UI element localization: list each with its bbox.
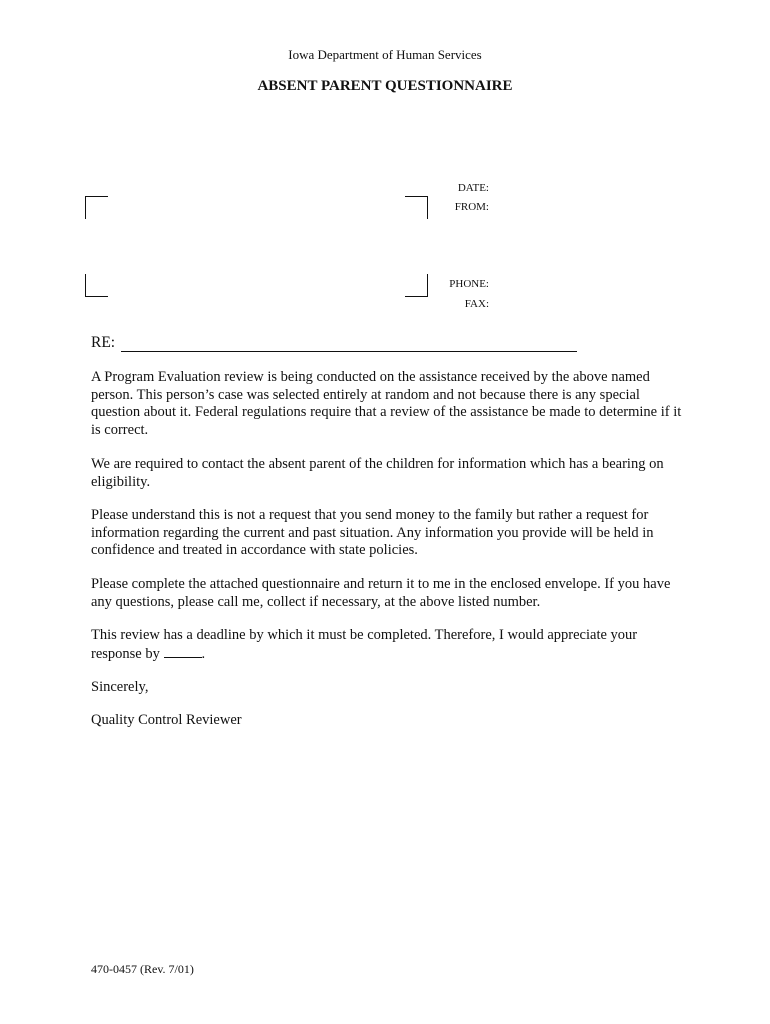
closing: Sincerely, (91, 679, 149, 695)
re-field-line (121, 351, 577, 352)
deadline-text: This review has a deadline by which it must be completed. Therefore, I would appreciate your response by (91, 627, 638, 662)
signature-title: Quality Control Reviewer (91, 712, 242, 728)
date-label: DATE: (457, 182, 489, 194)
paragraph-return-instructions: Please complete the attached questionnaire and return it to me in the enclosed envelope. If you have any questions, please call me, collect if necessary, at the above listed number. (91, 576, 671, 610)
paragraph-review-notice: A Program Evaluation review is being conducted on the assistance received by the above named person. This person’s case was selected entirely at random and not because there is any special question about it. Federal regulations require that a review of the assistance be made to determine if it is correct. (91, 369, 682, 438)
document-title: ABSENT PARENT QUESTIONNAIRE (257, 78, 513, 94)
paragraph-information-request: Please understand this is not a request that you send money to the family but rather a request for information regarding the current and past situation. Any information you provide will be held in confidence and treated in accordance with state policies. (91, 507, 654, 558)
address-corner-bottom-left (85, 274, 108, 297)
from-label: FROM: (454, 201, 489, 213)
phone-label: PHONE: (449, 278, 489, 290)
address-corner-top-left (85, 196, 108, 219)
form-number: 470-0457 (Rev. 7/01) (91, 962, 194, 976)
deadline-period: . (201, 645, 206, 662)
agency-name: Iowa Department of Human Services (288, 47, 482, 62)
paragraph-contact-requirement: We are required to contact the absent parent of the children for information which has a bearing on eligibility. (91, 456, 664, 490)
fax-label: FAX: (464, 298, 489, 310)
re-label: RE: (91, 334, 116, 351)
response-date-blank (164, 645, 202, 658)
paragraph-deadline (91, 627, 691, 663)
